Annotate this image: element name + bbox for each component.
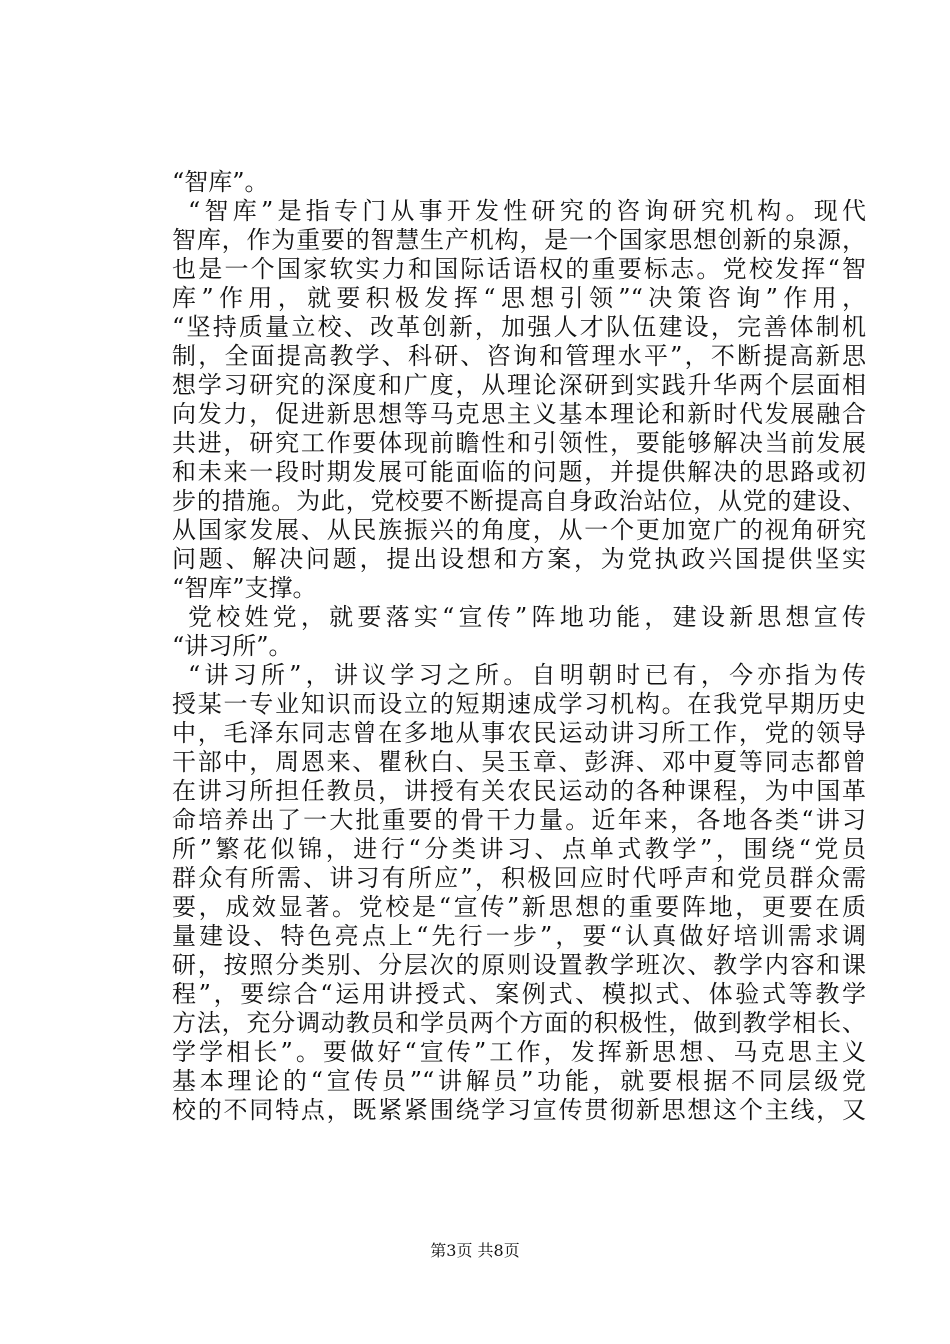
- text-line: 授某一专业知识而设立的短期速成学习机构。在我党早期历史: [172, 690, 866, 718]
- text-line: “智库”是指专门从事开发性研究的咨询研究机构。现代: [188, 197, 866, 225]
- text-line: “智库”支撑。: [172, 574, 317, 602]
- text-line: 向发力，促进新思想等马克思主义基本理论和新时代发展融合: [172, 400, 866, 428]
- text-line: 命培养出了一大批重要的骨干力量。近年来，各地各类“讲习: [172, 806, 866, 834]
- text-line: 要，成效显著。党校是“宣传”新思想的重要阵地，更要在质: [172, 893, 866, 921]
- text-line: 中，毛泽东同志曾在多地从事农民运动讲习所工作，党的领导: [172, 719, 866, 747]
- text-line: 库”作用，就要积极发挥“思想引领”“决策咨询”作用，: [172, 284, 866, 312]
- text-line: 所”繁花似锦，进行“分类讲习、点单式教学”，围绕“党员: [172, 835, 866, 863]
- text-line: “讲习所”，讲议学习之所。自明朝时已有，今亦指为传: [188, 661, 866, 689]
- body-text: [172, 168, 866, 1125]
- text-line: 基本理论的“宣传员”“讲解员”功能，就要根据不同层级党: [172, 1067, 866, 1095]
- text-line: 共进，研究工作要体现前瞻性和引领性，要能够解决当前发展: [172, 429, 866, 457]
- text-line: 想学习研究的深度和广度，从理论深研到实践升华两个层面相: [172, 371, 866, 399]
- text-line: 和未来一段时期发展可能面临的问题，并提供解决的思路或初: [172, 458, 866, 486]
- text-line: 量建设、特色亮点上“先行一步”，要“认真做好培训需求调: [172, 922, 866, 950]
- text-line: 党校姓党，就要落实“宣传”阵地功能，建设新思想宣传: [188, 603, 866, 631]
- text-line: 研，按照分类别、分层次的原则设置教学班次、教学内容和课: [172, 951, 866, 979]
- text-line: “智库”。: [172, 168, 269, 196]
- text-line: 问题、解决问题，提出设想和方案，为党执政兴国提供坚实: [172, 545, 866, 573]
- text-line: 在讲习所担任教员，讲授有关农民运动的各种课程，为中国革: [172, 777, 866, 805]
- text-line: 也是一个国家软实力和国际话语权的重要标志。党校发挥“智: [172, 255, 866, 283]
- page-footer: 第3页 共8页: [430, 1241, 520, 1260]
- text-line: 学学相长”。要做好“宣传”工作，发挥新思想、马克思主义: [172, 1038, 866, 1066]
- text-line: “讲习所”。: [172, 632, 293, 660]
- text-line: 程”，要综合“运用讲授式、案例式、模拟式、体验式等教学: [172, 980, 866, 1008]
- text-line: 干部中，周恩来、瞿秋白、吴玉章、彭湃、邓中夏等同志都曾: [172, 748, 866, 776]
- text-line: 智库，作为重要的智慧生产机构，是一个国家思想创新的泉源，: [172, 226, 866, 254]
- text-line: 方法，充分调动教员和学员两个方面的积极性，做到教学相长、: [172, 1009, 866, 1037]
- text-line: 群众有所需、讲习有所应”，积极回应时代呼声和党员群众需: [172, 864, 866, 892]
- text-line: 制，全面提高教学、科研、咨询和管理水平”，不断提高新思: [172, 342, 866, 370]
- text-line: 校的不同特点，既紧紧围绕学习宣传贯彻新思想这个主线，又: [172, 1096, 866, 1124]
- text-line: 步的措施。为此，党校要不断提高自身政治站位，从党的建设、: [172, 487, 866, 515]
- text-line: 从国家发展、从民族振兴的角度，从一个更加宽广的视角研究: [172, 516, 866, 544]
- text-line: “坚持质量立校、改革创新，加强人才队伍建设，完善体制机: [172, 313, 866, 341]
